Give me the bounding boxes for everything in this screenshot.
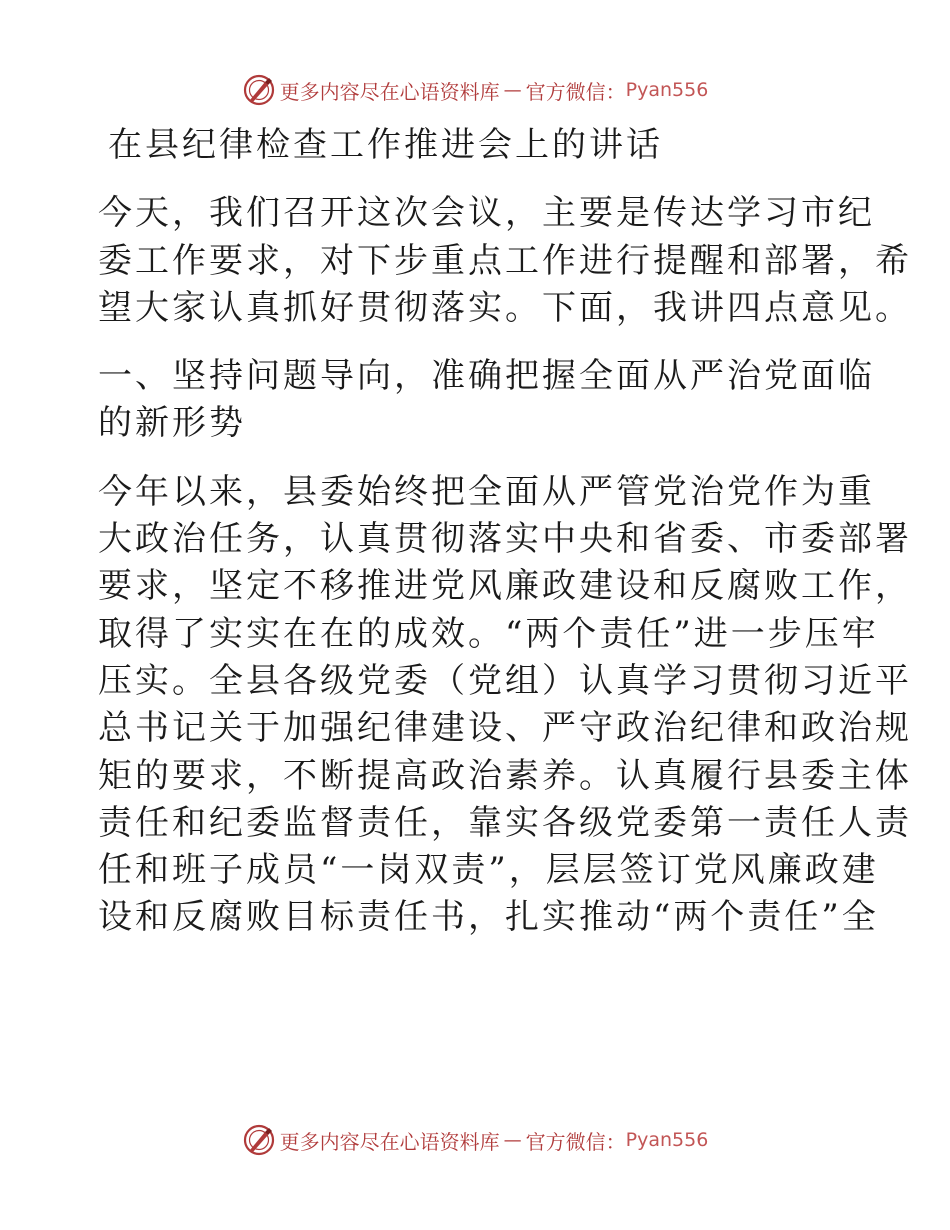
watermark-separator: — [503,79,522,101]
pen-logo-icon [242,1123,276,1157]
wechat-id: Pyan556 [625,79,709,101]
body-paragraph [98,469,912,942]
wechat-label: 官方微信： [525,1129,626,1154]
section-heading [98,353,875,448]
paragraph-line: 委工作要求，对下步重点工作进行提醒和部署，希 [98,240,912,281]
heading-line: 一、坚持问题导向，准确把握全面从严治党面临 [98,356,875,397]
watermark-text: 更多内容尽在心语资料库 [279,1129,500,1154]
watermark-separator: — [503,1129,522,1151]
header-watermark [0,70,950,110]
paragraph-line: 责任和纪委监督责任，靠实各级党委第一责任人责 [98,802,912,843]
paragraph-line: 设和反腐败目标责任书，扎实推动“两个责任”全 [98,897,879,938]
paragraph-line: 压实。全县各级党委（党组）认真学习贯彻习近平 [98,660,912,701]
paragraph-line: 大政治任务，认真贯彻落实中央和省委、市委部署 [98,519,912,560]
paragraph-line: 总书记关于加强纪律建设、严守政治纪律和政治规 [98,708,912,749]
paragraph-line: 今年以来，县委始终把全面从严管党治党作为重 [98,471,875,512]
footer-watermark [0,1120,950,1160]
wechat-id: Pyan556 [625,1129,709,1151]
wechat-label: 官方微信： [525,79,626,104]
paragraph-line: 矩的要求，不断提高政治素养。认真履行县委主体 [98,755,912,796]
document-title: 在县纪律检查工作推进会上的讲话 [108,125,663,165]
paragraph-line: 望大家认真抓好贯彻落实。下面，我讲四点意见。 [98,287,912,328]
paragraph-line: 取得了实实在在的成效。“两个责任”进一步压牢 [98,613,879,654]
pen-logo-icon [242,73,276,107]
heading-line: 的新形势 [98,403,246,444]
paragraph-line: 要求，坚定不移推进党风廉政建设和反腐败工作， [98,566,912,607]
watermark-text: 更多内容尽在心语资料库 [279,79,500,104]
paragraph-line: 任和班子成员“一岗双责”，层层签订党风廉政建 [98,850,879,891]
paragraph-line: 今天，我们召开这次会议，主要是传达学习市纪 [98,193,875,234]
document-body [98,122,912,942]
intro-paragraph [98,190,912,332]
